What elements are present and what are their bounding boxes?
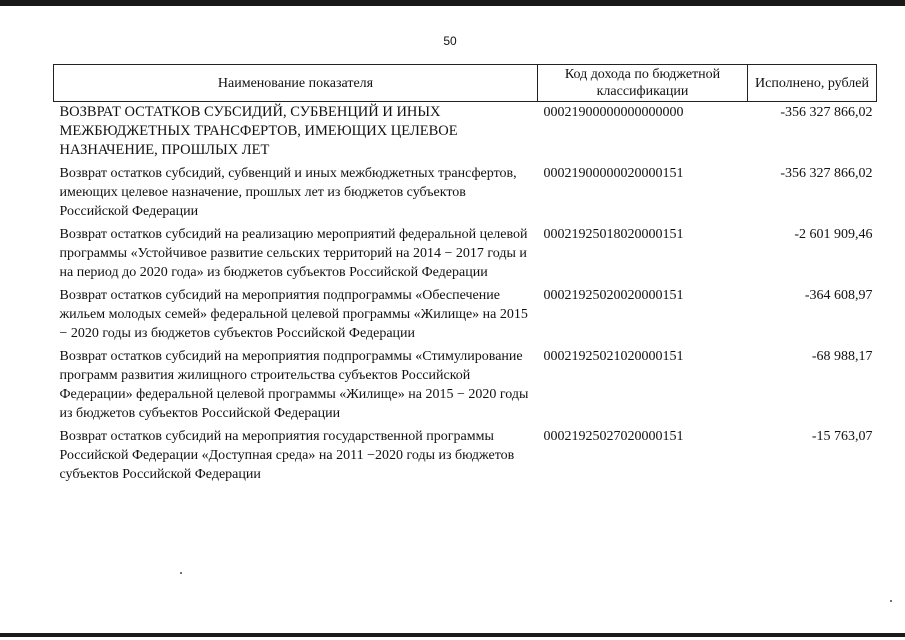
row-indicator-name: Возврат остатков субсидий на реализацию мероприятий федеральной целевой программы «Устойчивое развитие сельских территорий на 2014 − 2017 годы и на период до 2020 года» из бюджетов субъектов Российской Федерации xyxy=(59,227,528,280)
top-border-rule xyxy=(0,0,905,6)
row-indicator-name: ВОЗВРАТ ОСТАТКОВ СУБСИДИЙ, СУБВЕНЦИЙ И ИНЫХ МЕЖБЮДЖЕТНЫХ ТРАНСФЕРТОВ, ИМЕЮЩИХ ЦЕЛЕВОЕ НАЗНАЧЕНИЕ, ПРОШЛЫХ ЛЕТ xyxy=(59,104,458,158)
row-executed-amount: -356 327 866,02 xyxy=(780,166,873,181)
row-indicator-name: Возврат остатков субсидий на мероприятия государственной программы Российской Федерации «Доступная среда» на 2011 −2020 годы из бюджетов субъектов Российской Федерации xyxy=(59,429,515,482)
row-income-code: 00021925020020000151 xyxy=(543,288,684,303)
row-income-code: 00021900000000000000 xyxy=(543,105,684,120)
scan-speck xyxy=(180,572,182,574)
row-executed-amount: -356 327 866,02 xyxy=(780,105,873,120)
row-indicator-name: Возврат остатков субсидий, субвенций и иных межбюджетных трансфертов, имеющих целевое назначение, прошлых лет из бюджетов субъектов Российской Федерации xyxy=(59,166,517,219)
table-row xyxy=(54,286,877,347)
budget-return-table xyxy=(53,64,877,488)
row-income-code: 00021925027020000151 xyxy=(543,429,684,444)
row-indicator-name: Возврат остатков субсидий на мероприятия подпрограммы «Стимулирование программ развития жилищного строительства субъектов Российской Федерации» федеральной целевой программы «Жилище» на 2015 − 2020 годы из бюджетов субъектов Российской Федерации xyxy=(59,349,529,421)
table-row xyxy=(54,102,877,165)
table-row xyxy=(54,427,877,488)
row-income-code: 00021925018020000151 xyxy=(543,227,684,242)
header-indicator-name: Наименование показателя xyxy=(54,65,538,102)
table-row xyxy=(54,164,877,225)
page-number: 50 xyxy=(443,34,457,48)
row-indicator-name: Возврат остатков субсидий на мероприятия подпрограммы «Обеспечение жильем молодых семей» федеральной целевой программы «Жилище» на 2015 − 2020 годы из бюджетов субъектов Российской Федерации xyxy=(59,288,528,341)
scan-speck xyxy=(890,600,892,602)
table-row xyxy=(54,347,877,427)
row-executed-amount: -68 988,17 xyxy=(811,349,873,364)
row-income-code: 00021925021020000151 xyxy=(543,349,684,364)
table-header-row xyxy=(54,65,877,102)
table-row xyxy=(54,225,877,286)
header-income-code: Код дохода по бюджетной классификации xyxy=(538,65,748,102)
row-executed-amount: -2 601 909,46 xyxy=(794,227,873,242)
row-executed-amount: -364 608,97 xyxy=(804,288,873,303)
header-executed-amount: Исполнено, рублей xyxy=(748,65,877,102)
row-income-code: 00021900000020000151 xyxy=(543,166,684,181)
row-executed-amount: -15 763,07 xyxy=(811,429,873,444)
bottom-border-rule xyxy=(0,633,905,637)
